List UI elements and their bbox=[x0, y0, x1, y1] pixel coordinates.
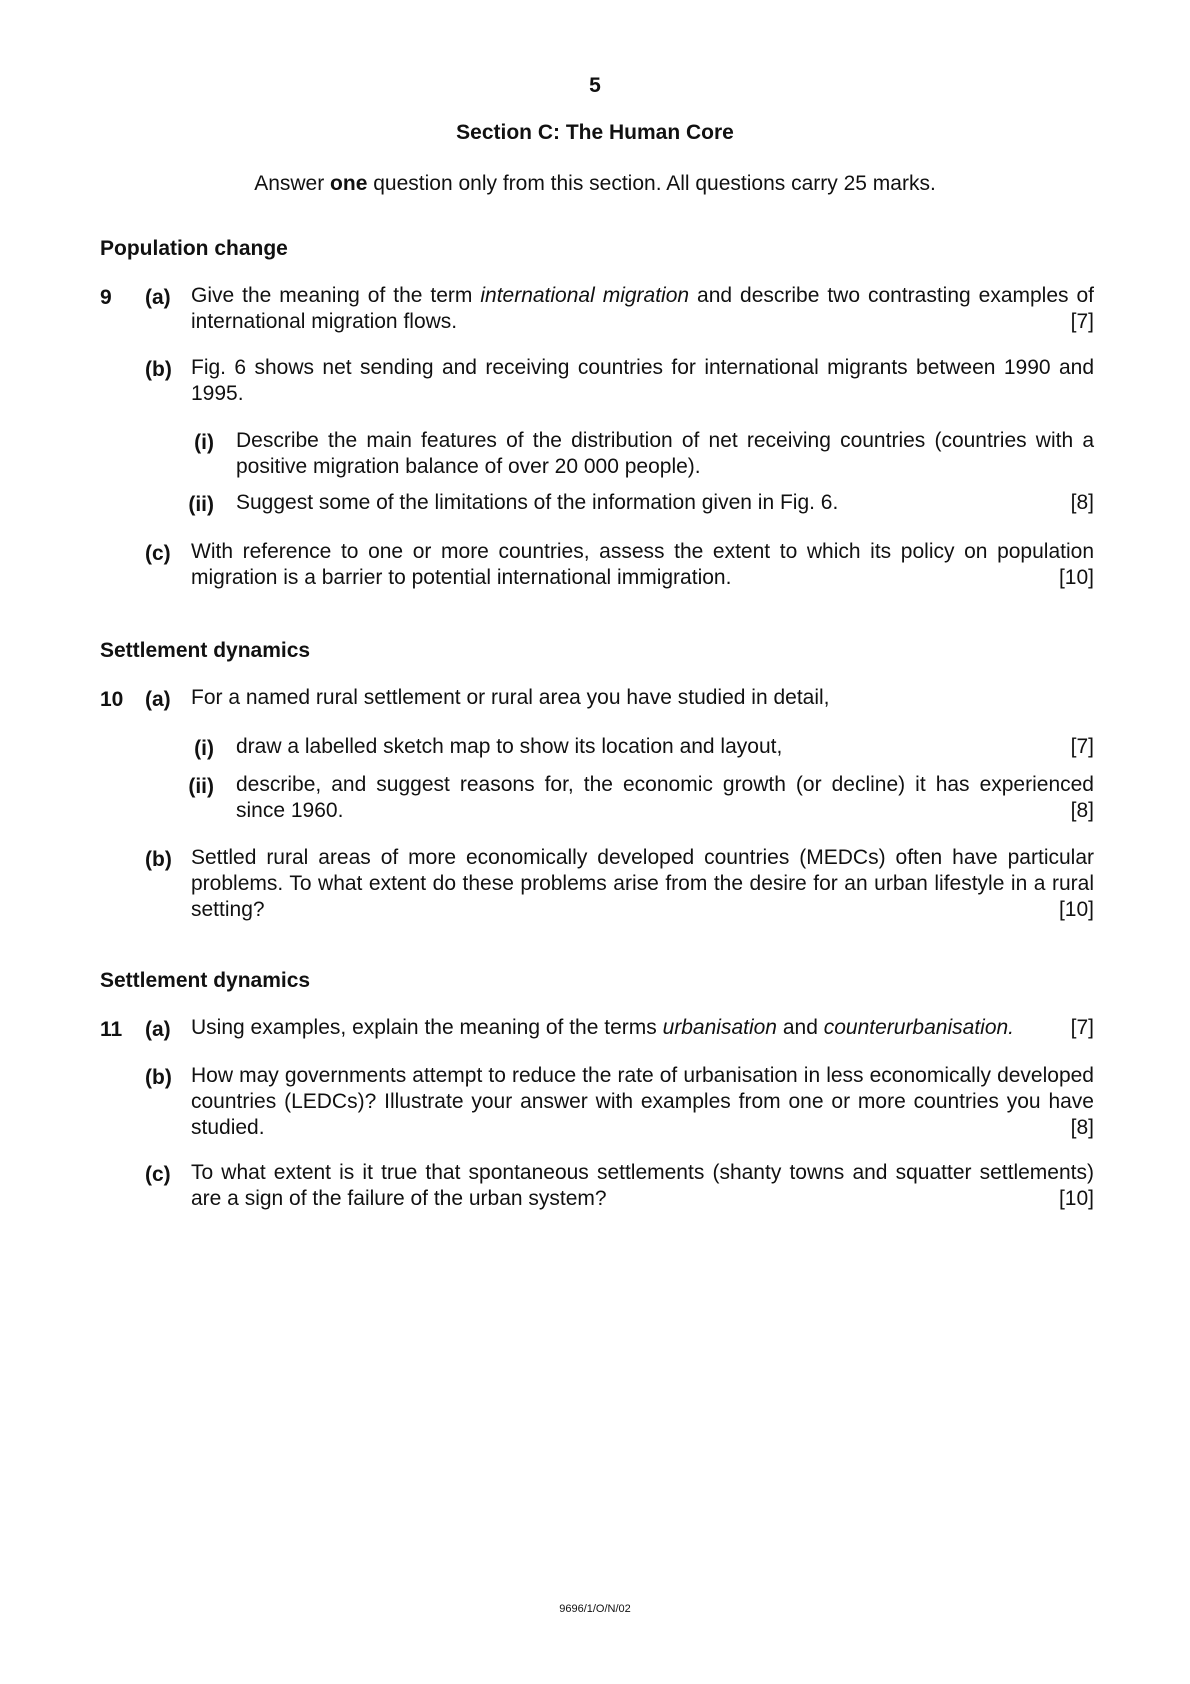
q9a-text-2: and describe two contrasting examples of international migration flows. bbox=[191, 284, 1094, 333]
q10b-mark: [10] bbox=[1058, 898, 1094, 921]
instructions-post: question only from this section. All questions carry 25 marks. bbox=[367, 172, 936, 195]
q10b-text: Settled rural areas of more economically developed countries (MEDCs) often have particular problems. To what extent do these problems arise from the desire for an urban lifestyle in a rural setting? bbox=[191, 846, 1094, 921]
question-9b-ii-label: (ii) bbox=[188, 493, 214, 516]
question-11b-label: (b) bbox=[145, 1066, 172, 1089]
question-9a-text bbox=[191, 283, 1094, 335]
question-10a-label: (a) bbox=[145, 688, 171, 711]
question-10a-ii-text bbox=[236, 772, 1094, 824]
question-9b-label: (b) bbox=[145, 358, 172, 381]
question-9b-text: Fig. 6 shows net sending and receiving countries for international migrants between 1990 and 1995. bbox=[191, 356, 1094, 405]
question-10b-label: (b) bbox=[145, 848, 172, 871]
q11a-text-1: Using examples, explain the meaning of the terms bbox=[191, 1016, 663, 1039]
q9a-text-1: Give the meaning of the term bbox=[191, 284, 481, 307]
q9c-mark: [10] bbox=[1058, 566, 1094, 589]
q10a-i-mark: [7] bbox=[1070, 735, 1094, 758]
q9a-mark: [7] bbox=[1070, 310, 1094, 333]
q11a-text-2: and bbox=[777, 1016, 824, 1039]
question-9a-label: (a) bbox=[145, 286, 171, 309]
q11a-mark: [7] bbox=[1070, 1016, 1094, 1039]
q11a-term-2: counterurbanisation. bbox=[823, 1016, 1015, 1039]
instructions bbox=[0, 172, 1190, 196]
instructions-pre: Answer bbox=[254, 172, 331, 195]
q11b-mark: [8] bbox=[1070, 1116, 1094, 1139]
question-10-number: 10 bbox=[100, 688, 124, 711]
question-11b-text bbox=[191, 1063, 1094, 1141]
question-11-number: 11 bbox=[100, 1018, 123, 1041]
q9c-text: With reference to one or more countries, assess the extent to which its policy on population migration is a barrier to potential international immigration. bbox=[191, 540, 1094, 589]
q9b-ii-mark: [8] bbox=[1070, 491, 1094, 514]
q10a-ii-text: describe, and suggest reasons for, the economic growth (or decline) it has experienced since 1960. bbox=[236, 773, 1094, 822]
q10a-ii-mark: [8] bbox=[1070, 799, 1094, 822]
question-9-number: 9 bbox=[100, 286, 112, 309]
question-10a-i-text bbox=[236, 734, 1094, 760]
question-10b-text bbox=[191, 845, 1094, 923]
question-9c-label: (c) bbox=[145, 542, 171, 565]
footer-code: 9696/1/O/N/02 bbox=[559, 1603, 631, 1615]
topic-heading-population-change: Population change bbox=[100, 237, 288, 260]
section-title: Section C: The Human Core bbox=[456, 121, 734, 144]
topic-heading-settlement-dynamics-1: Settlement dynamics bbox=[100, 639, 311, 662]
q11a-term-1: urbanisation bbox=[662, 1016, 777, 1039]
page-number: 5 bbox=[589, 74, 601, 97]
q10a-i-text: draw a labelled sketch map to show its location and layout, bbox=[236, 735, 783, 758]
question-9b-i-text: Describe the main features of the distribution of net receiving countries (countries with a positive migration balance of over 20 000 people). bbox=[236, 429, 1094, 478]
question-11c-label: (c) bbox=[145, 1163, 171, 1186]
question-9c-text bbox=[191, 539, 1094, 591]
q11b-text: How may governments attempt to reduce the rate of urbanisation in less economically developed countries (LEDCs)? Illustrate your answer with examples from one or more countries you have studied. bbox=[191, 1064, 1094, 1139]
q11c-mark: [10] bbox=[1058, 1187, 1094, 1210]
question-11a-text bbox=[191, 1015, 1094, 1041]
question-11a-label: (a) bbox=[145, 1018, 171, 1041]
q9a-term: international migration bbox=[480, 284, 690, 307]
q9b-ii-text: Suggest some of the limitations of the information given in Fig. 6. bbox=[236, 491, 839, 514]
topic-heading-settlement-dynamics-2: Settlement dynamics bbox=[100, 969, 311, 992]
instructions-bold: one bbox=[330, 172, 368, 195]
q11c-text: To what extent is it true that spontaneous settlements (shanty towns and squatter settlements) are a sign of the failure of the urban system? bbox=[191, 1161, 1094, 1210]
question-10a-ii-label: (ii) bbox=[188, 775, 214, 798]
question-9b-ii-text bbox=[236, 490, 1094, 516]
question-11c-text bbox=[191, 1160, 1094, 1212]
question-9b-i-label: (i) bbox=[194, 431, 214, 454]
question-10a-text: For a named rural settlement or rural area you have studied in detail, bbox=[191, 686, 830, 709]
question-10a-i-label: (i) bbox=[194, 737, 214, 760]
